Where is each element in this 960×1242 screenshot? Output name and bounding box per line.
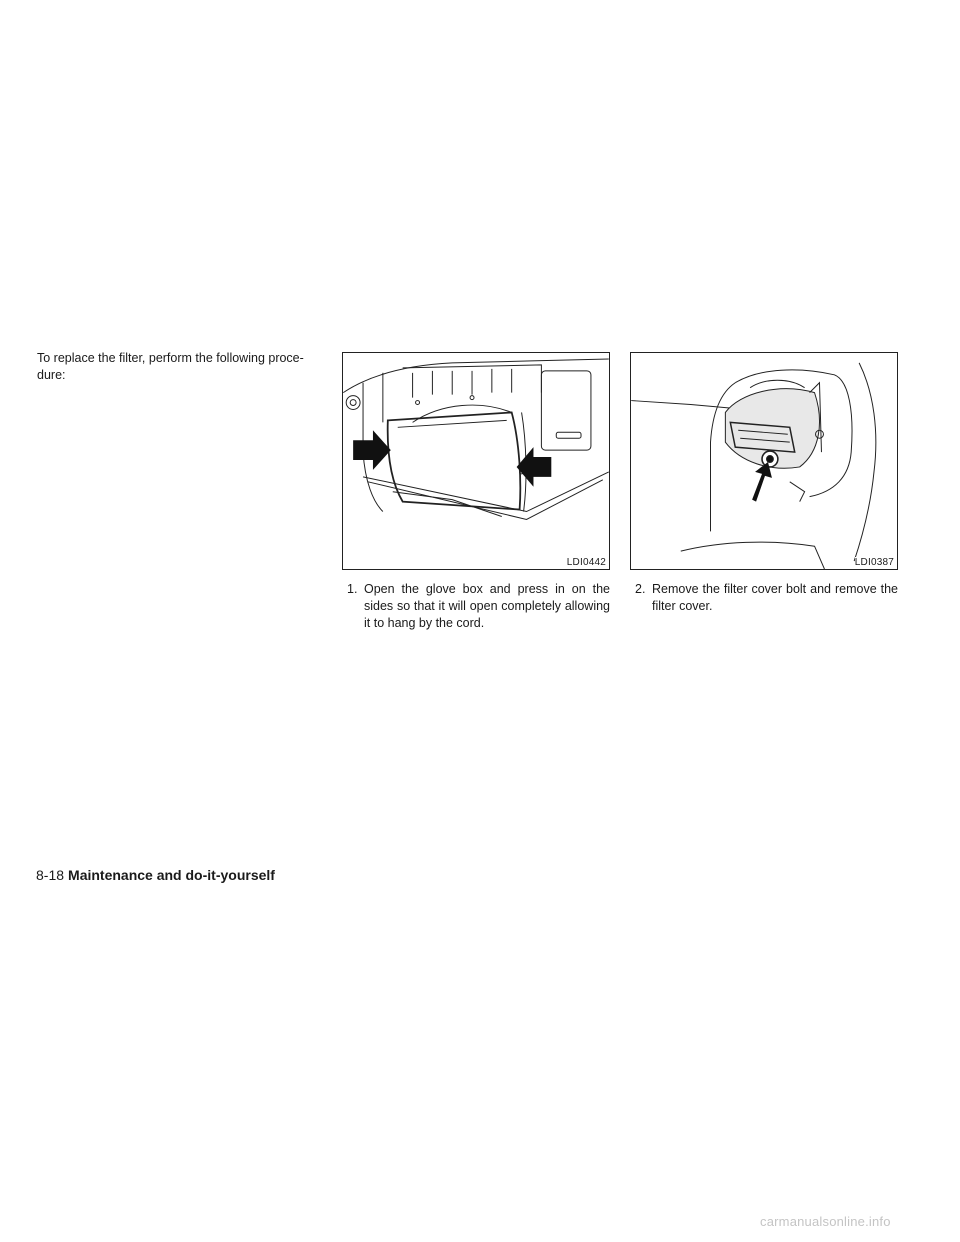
page-number: 8-18	[36, 867, 65, 883]
glove-box-illustration	[343, 353, 609, 569]
filter-cover-illustration	[631, 353, 897, 569]
figure-glove-box	[342, 352, 610, 570]
figure-filter-cover	[630, 352, 898, 570]
section-title: Maintenance and do-it-yourself	[68, 867, 275, 883]
step-text: Remove the filter cover bolt and remove the filter cover.	[652, 582, 898, 613]
figure-code: LDI0442	[566, 557, 606, 568]
step-number: 1.	[347, 582, 358, 596]
step-1	[342, 581, 610, 632]
watermark: carmanualsonline.info	[760, 1214, 891, 1229]
figure-code: LDI0387	[854, 557, 894, 568]
page-footer	[36, 866, 275, 884]
intro-paragraph: To replace the filter, perform the following proce-dure:	[37, 351, 304, 382]
step-text: Open the glove box and press in on the sides so that it will open completely allowing it to hang by the cord.	[364, 582, 610, 630]
step-number: 2.	[635, 582, 646, 596]
step-2	[630, 581, 898, 615]
